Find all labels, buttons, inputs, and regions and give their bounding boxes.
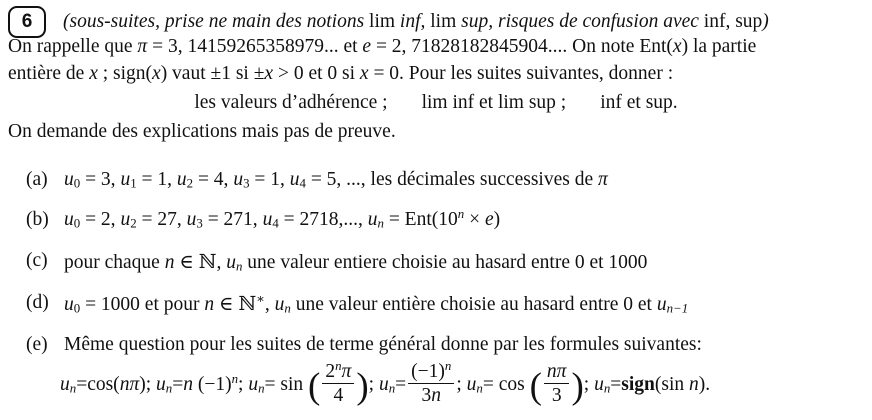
exercise-item-d <box>26 292 688 316</box>
item-label-e: (e) <box>26 334 48 355</box>
fraction: $\frac{(-1)^n}{3n}$ <box>408 361 454 407</box>
item-label-c: (c) <box>26 250 48 271</box>
formula-line: $u_n=\cos(n\pi)$; $u_n=n$ $(-1)^n$; $u_n= \sin$ ( $\frac{2^n\pi}{4}$ ); $u_n=$ $\frac{(-1)^n}{3n}$ ; $u_n= \cos$ ( $\frac{n\pi}{3}$ ); $u_n=sign(\sin$ n). <box>60 358 711 407</box>
intro-line-2: entière de x ; sign(x) vaut ±1 si ±x > 0 et 0 si x = 0. Pour les suites suivantes, donner : <box>8 63 674 84</box>
exercise-item-c <box>26 250 647 274</box>
exercise-item-e <box>26 334 702 356</box>
exercise-number: 6 <box>21 11 33 32</box>
item-label-d: (d) <box>26 292 49 313</box>
item-content-e: Même question pour les suites de terme général donne par les formules suivantes: <box>64 334 702 355</box>
exercise-header <box>8 6 769 38</box>
item-label-a: (a) <box>26 169 48 190</box>
liminf-limsup-label: lim inf et lim sup ; <box>421 92 567 113</box>
note-line: On demande des explications mais pas de preuve. <box>8 121 396 142</box>
intro-line-1: On rappelle que π = 3, 14159265358979... et e = 2, 71828182845904.... On note Ent(x) la partie <box>8 36 757 57</box>
exercise-subtitle: (sous-suites, prise ne main des notions lim inf, lim sup, risques de confusion avec inf, sup) <box>63 11 769 32</box>
item-content-a: $u_0 = 3$, $u_1 = 1$, $u_2 = 4$, $u_3 = 1$, $u_4 = 5$, ..., les décimales successives de π <box>64 169 608 191</box>
exercise-item-b <box>26 206 501 231</box>
item-content-c: pour chaque n ∈ ℕ, $u_n$ une valeur entiere choisie au hasard entre 0 et 1000 <box>64 252 648 274</box>
fraction: $\frac{n\pi}{3}$ <box>544 361 570 407</box>
exercise-number-box <box>8 6 46 38</box>
adherence-values-label: les valeurs d’adhérence ; <box>194 92 388 113</box>
item-label-b: (b) <box>26 209 49 230</box>
item-content-d: $u_0 = 1000$ et pour n ∈ ℕ∗, $u_n$ une valeur entière choisie au hasard entre 0 et $u_{n-1}$ <box>64 291 689 316</box>
item-content-b: $u_0 = 2$, $u_2 = 27$, $u_3 = 271$, $u_4 = 2718$,..., $u_n = Ent(10^n \times e)$ <box>64 206 501 231</box>
exercise-item-a <box>26 169 608 191</box>
inf-sup-label: inf et sup. <box>600 92 678 113</box>
summary-line <box>0 92 872 114</box>
fraction: $\frac{2^n\pi}{4}$ <box>322 361 354 407</box>
